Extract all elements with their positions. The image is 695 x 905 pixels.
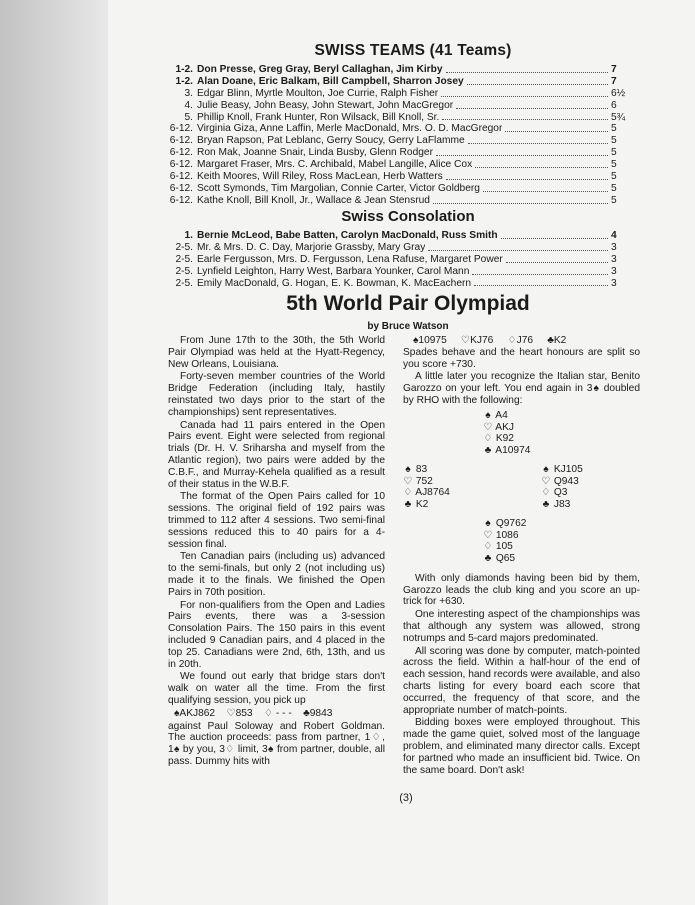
rank: 6-12. xyxy=(169,182,193,194)
paragraph: With only diamonds having been bid by them, Garozzo leads the club king and you score an up-trick for +630. xyxy=(403,572,640,608)
team-names: Julie Beasy, John Beasy, John Stewart, John MacGregor xyxy=(197,99,454,111)
score: 5 xyxy=(611,147,617,159)
result-row xyxy=(158,266,633,278)
leader-dots xyxy=(446,171,608,180)
team-names: Earle Fergusson, Mrs. D. Fergusson, Lena Rafuse, Margaret Power xyxy=(197,253,503,265)
page-shadow xyxy=(0,0,108,905)
paragraph: Bidding boxes were employed throughout. This made the game quiet, solved most of the language problem, and eliminated many director calls. Except for partned who made an insufficient bid. Twice. On the same board. Don't ask! xyxy=(403,717,640,776)
rank: 6-12. xyxy=(169,135,193,147)
leader-dots xyxy=(467,76,608,85)
swiss-consolation-results xyxy=(158,230,633,289)
team-names: Kathe Knoll, Bill Knoll, Jr., Wallace & Jean Stensrud xyxy=(197,194,430,206)
team-names: Emily MacDonald, G. Hogan, E. K. Bowman, K. MacEachern xyxy=(197,277,472,289)
spade-icon: ♠ xyxy=(485,517,491,529)
score: 3 xyxy=(611,241,617,253)
leader-dots xyxy=(474,278,608,287)
result-row xyxy=(158,112,633,124)
club-icon: ♣ xyxy=(404,499,412,511)
team-names: Don Presse, Greg Gray, Beryl Callaghan, Jim Kirby xyxy=(197,64,443,75)
swiss-consolation-heading: Swiss Consolation xyxy=(341,208,475,225)
team-names: Mr. & Mrs. D. C. Day, Marjorie Grassby, Mary Gray xyxy=(197,241,426,253)
score: 5 xyxy=(611,182,617,194)
rank: 5. xyxy=(184,111,193,123)
score: 5 xyxy=(611,171,617,183)
result-row xyxy=(158,123,633,135)
suit-holding: ♣ K2 xyxy=(404,499,429,511)
score: 3 xyxy=(611,265,617,277)
suit-holding: ♣ A10974 xyxy=(484,445,531,457)
score: 5 xyxy=(611,135,617,147)
rank: 3. xyxy=(184,87,193,99)
team-names: Bernie McLeod, Babe Batten, Carolyn MacDonald, Russ Smith xyxy=(197,230,498,241)
team-names: Virginia Giza, Anne Laffin, Merle MacDonald, Mrs. O. D. MacGregor xyxy=(197,123,503,135)
result-row xyxy=(158,76,633,88)
swiss-teams-heading: SWISS TEAMS (41 Teams) xyxy=(314,42,512,59)
result-row xyxy=(158,183,633,195)
suit-holding: ♡ AKJ xyxy=(483,421,514,433)
spade-icon: ♠ xyxy=(413,335,419,346)
diamond-icon: ♢ xyxy=(541,487,551,499)
score: 3 xyxy=(611,277,617,289)
score: 4 xyxy=(611,230,617,241)
rank: 6-12. xyxy=(169,159,193,171)
result-row xyxy=(158,64,633,76)
team-names: Bryan Rapson, Pat Leblanc, Gerry Soucy, Gerry LaFlamme xyxy=(197,135,465,147)
hand-north xyxy=(483,410,530,457)
team-names: Scott Symonds, Tim Margolian, Connie Carter, Victor Goldberg xyxy=(197,182,480,194)
result-row xyxy=(158,135,633,147)
leader-dots xyxy=(442,112,608,121)
paragraph: From June 17th to the 30th, the 5th World Pair Olympiad was held at the Hyatt-Regency, New Orleans, Louisiana. xyxy=(168,335,385,370)
leader-dots xyxy=(483,183,608,192)
leader-dots xyxy=(472,266,608,275)
paragraph: against Paul Soloway and Robert Goldman. The auction proceeds: pass from partner, 1♢, 1♠ by you, 3♢ limit, 3♠ from partner, double, all pass. Dummy hits with xyxy=(168,720,385,767)
heart-icon: ♡ xyxy=(483,421,493,433)
suit-holding: ♢ AJ8764 xyxy=(403,487,450,499)
leader-dots xyxy=(475,159,608,168)
article-left-column xyxy=(168,335,385,769)
result-row xyxy=(158,278,633,290)
swiss-teams-results xyxy=(158,64,633,207)
suit-holding: ♣ J83 xyxy=(542,499,571,511)
club-icon: ♣ xyxy=(484,553,492,565)
leader-dots xyxy=(441,88,608,97)
rank: 2-5. xyxy=(175,277,193,289)
article-right-column xyxy=(403,335,640,777)
suit-holding: ♠ Q9762 xyxy=(483,518,526,530)
suit-holding: ♡ 1086 xyxy=(483,529,519,541)
rank: 1. xyxy=(184,230,193,241)
spade-icon: ♠ xyxy=(485,409,491,421)
rank: 1-2. xyxy=(175,64,193,75)
suit-holding: ♡ Q943 xyxy=(541,475,579,487)
paragraph: We found out early that bridge stars don't walk on water all the time. From the first qualifying session, you pick up xyxy=(168,671,385,706)
suit-holding: ♠ A4 xyxy=(483,410,530,422)
heart-icon: ♡ xyxy=(460,335,471,346)
paragraph: Spades behave and the heart honours are split so you score +730. xyxy=(403,346,640,370)
rank: 2-5. xyxy=(175,241,193,253)
diamond-icon: ♢ xyxy=(403,487,413,499)
club-icon: ♣ xyxy=(542,499,550,511)
suit-holding: ♢ 105 xyxy=(483,541,513,553)
paragraph: Forty-seven member countries of the World Bridge Federation (including Italy, hastily reinstated two days prior to the start of the championships) sent representatives. xyxy=(168,371,385,418)
paragraph: Canada had 11 pairs entered in the Open Pairs event. Eight were selected from regional trials (Dr. H. V. Sriharsha and myself from the Atlantic region), two pairs were added by the C.B.F., and Murray-Kehela qualified as a result of their status in the W.B.F. xyxy=(168,419,385,490)
suit-holding: ♠ 83 xyxy=(403,464,450,476)
team-names: Keith Moores, Will Riley, Ross MacLean, Herb Watters xyxy=(197,171,443,183)
club-icon: ♣ xyxy=(303,707,310,719)
rank: 4. xyxy=(184,99,193,111)
rank: 6-12. xyxy=(169,147,193,159)
score: 5 xyxy=(611,159,617,171)
score: 7 xyxy=(611,64,617,75)
paragraph: Ten Canadian pairs (including us) advanced to the semi-finals, but only 2 (not including us) made it to the finals. We finished the Open Pairs in 70th position. xyxy=(168,551,385,598)
hand-east xyxy=(541,464,583,511)
team-names: Edgar Blinn, Myrtle Moulton, Joe Currie, Ralph Fisher xyxy=(197,87,439,99)
leader-dots xyxy=(456,100,608,109)
rank: 6-12. xyxy=(169,171,193,183)
article-byline: by Bruce Watson xyxy=(367,321,449,332)
team-names: Ron Mak, Joanne Snair, Linda Busby, Glenn Rodger xyxy=(197,147,433,159)
team-names: Lynfield Leighton, Harry West, Barbara Younker, Carol Mann xyxy=(197,265,470,277)
spade-icon: ♠ xyxy=(174,707,180,719)
paragraph: All scoring was done by computer, match-pointed across the field. Within a half-hour of the end of each session, hand records were available, and also charts listing for every board each score that occurred, the frequency of that score, and the appropriate number of match-points. xyxy=(403,645,640,716)
club-icon: ♣ xyxy=(547,335,554,346)
result-row xyxy=(158,88,633,100)
score: 5¾ xyxy=(611,111,626,123)
score: 5 xyxy=(611,123,617,135)
spade-icon: ♠ xyxy=(543,463,549,475)
heart-icon: ♡ xyxy=(483,529,493,541)
suit-holding: ♣ Q65 xyxy=(484,553,516,565)
leader-dots xyxy=(436,147,608,156)
hand-west xyxy=(403,464,450,511)
score: 6 xyxy=(611,99,617,111)
suit-holding: ♠ KJ105 xyxy=(541,464,583,476)
paragraph: The format of the Open Pairs called for 10 sessions. The original field of 192 pairs was trimmed to 112 after 4 sessions. Two semi-final sessions reduced this to 40 pairs for a 4-session final. xyxy=(168,491,385,550)
team-names: Alan Doane, Eric Balkam, Bill Campbell, Sharron Josey xyxy=(197,75,464,87)
result-row xyxy=(158,171,633,183)
rank: 6-12. xyxy=(169,123,193,135)
article-title: 5th World Pair Olympiad xyxy=(286,292,530,315)
team-names: Phillip Knoll, Frank Hunter, Ron Wilsack, Bill Knoll, Sr. xyxy=(197,111,440,123)
document-page xyxy=(108,0,695,905)
diamond-icon: ♢ xyxy=(263,707,274,719)
leader-dots xyxy=(506,254,608,263)
team-names: Margaret Fraser, Mrs. C. Archibald, Mabel Langille, Alice Cox xyxy=(197,159,473,171)
result-row xyxy=(158,100,633,112)
leader-dots xyxy=(468,135,608,144)
first-hand: ♠AKJ862 ♡853 ♢ - - - ♣9843 xyxy=(174,707,333,719)
heart-icon: ♡ xyxy=(226,707,236,719)
rank: 2-5. xyxy=(175,253,193,265)
suit-holding: ♡ 752 xyxy=(403,475,433,487)
rank: 2-5. xyxy=(175,265,193,277)
leader-dots xyxy=(428,242,608,251)
spade-icon: ♠ xyxy=(405,463,411,475)
diamond-icon: ♢ xyxy=(507,335,517,346)
score: 3 xyxy=(611,253,617,265)
paragraph: A little later you recognize the Italian star, Benito Garozzo on your left. You end again in 3♠ doubled by RHO with the following: xyxy=(403,371,640,406)
result-row xyxy=(158,159,633,171)
result-row xyxy=(158,230,633,242)
diamond-icon: ♢ xyxy=(483,433,493,445)
page-number: (3) xyxy=(399,792,413,804)
score: 7 xyxy=(611,75,617,87)
dummy-hand: ♠10975 ♡KJ76 ♢J76 ♣K2 xyxy=(413,335,567,346)
diamond-icon: ♢ xyxy=(483,541,493,553)
rank: 1-2. xyxy=(175,75,193,87)
score: 5 xyxy=(611,194,617,206)
heart-icon: ♡ xyxy=(403,475,413,487)
result-row xyxy=(158,254,633,266)
club-icon: ♣ xyxy=(484,445,492,457)
heart-icon: ♡ xyxy=(541,475,551,487)
suit-holding: ♢ Q3 xyxy=(541,487,568,499)
suit-holding: ♢ K92 xyxy=(483,433,514,445)
hand-south xyxy=(483,518,526,565)
leader-dots xyxy=(505,123,608,132)
bridge-deal-diagram xyxy=(403,408,640,573)
paragraph: For non-qualifiers from the Open and Ladies Pairs events, there was a 3-session Consolation Pairs. The 150 pairs in this event included 9 Canadian pairs, and 4 placed in the top 25. Canadians were 2nd, 6th, 13th, and us in 20th. xyxy=(168,599,385,670)
score: 6½ xyxy=(611,87,626,99)
rank: 6-12. xyxy=(169,194,193,206)
leader-dots xyxy=(501,230,608,239)
result-row xyxy=(158,242,633,254)
result-row xyxy=(158,147,633,159)
leader-dots xyxy=(446,64,608,73)
paragraph: One interesting aspect of the championships was that although any system was allowed, strong notrumps and 5-card majors predominated. xyxy=(403,609,640,644)
leader-dots xyxy=(433,195,608,204)
result-row xyxy=(158,195,633,207)
